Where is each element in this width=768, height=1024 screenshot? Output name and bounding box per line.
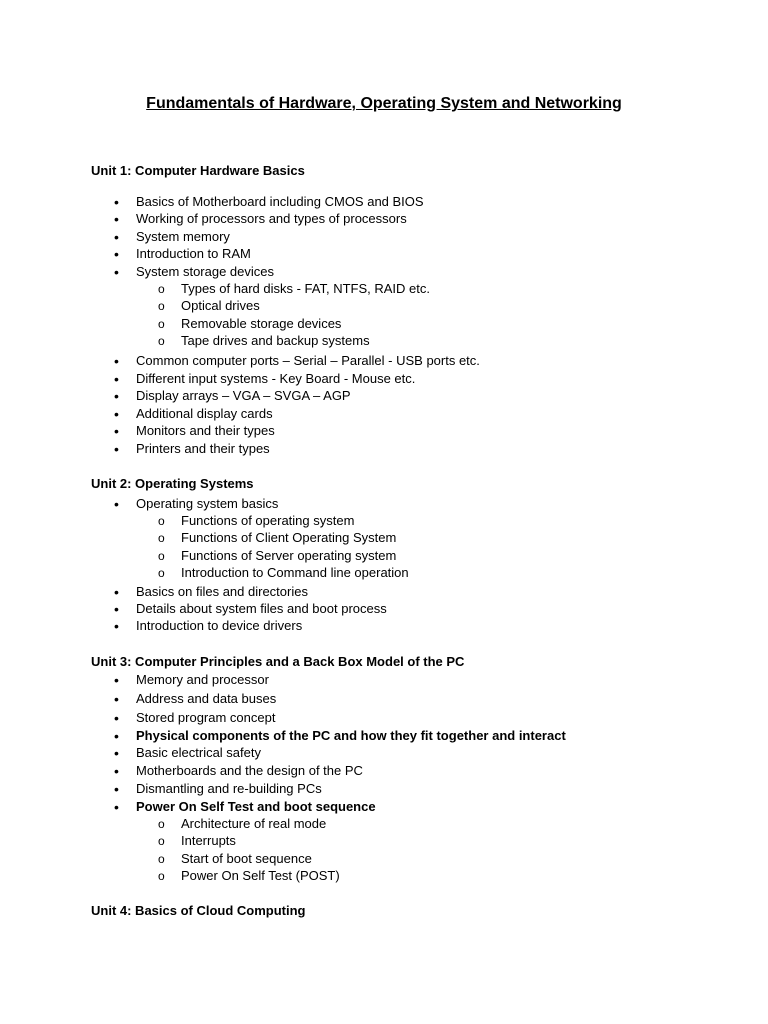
sub-list-item: Tape drives and backup systems [181, 333, 370, 348]
bullet-marker: • [114, 371, 119, 387]
list-item: Working of processors and types of processors [136, 211, 407, 226]
list-item: Motherboards and the design of the PC [136, 763, 363, 778]
bullet-marker: • [114, 264, 119, 280]
bullet-marker: • [114, 618, 119, 634]
sub-list-item: Introduction to Command line operation [181, 565, 409, 580]
bullet-marker: • [114, 728, 119, 744]
unit-3-heading: Unit 3: Computer Principles and a Back Box Model of the PC [91, 654, 465, 669]
sub-bullet-marker: o [158, 299, 165, 313]
sub-list-item: Start of boot sequence [181, 851, 312, 866]
bullet-marker: • [114, 745, 119, 761]
list-item: Printers and their types [136, 441, 270, 456]
sub-list-item: Optical drives [181, 298, 260, 313]
bullet-marker: • [114, 229, 119, 245]
bullet-marker: • [114, 799, 119, 815]
bullet-marker: • [114, 710, 119, 726]
list-item: Address and data buses [136, 691, 277, 706]
sub-bullet-marker: o [158, 834, 165, 848]
sub-list-item: Functions of operating system [181, 513, 355, 528]
bullet-marker: • [114, 672, 119, 688]
list-item: Common computer ports – Serial – Parallel - USB ports etc. [136, 353, 480, 368]
bullet-marker: • [114, 691, 119, 707]
sub-list-item: Removable storage devices [181, 316, 342, 331]
list-item: Operating system basics [136, 496, 279, 511]
list-item: Introduction to device drivers [136, 618, 303, 633]
bullet-marker: • [114, 246, 119, 262]
list-item: Stored program concept [136, 710, 276, 725]
list-item: Introduction to RAM [136, 246, 251, 261]
bullet-marker: • [114, 194, 119, 210]
bullet-marker: • [114, 211, 119, 227]
sub-bullet-marker: o [158, 549, 165, 563]
bullet-marker: • [114, 496, 119, 512]
sub-bullet-marker: o [158, 282, 165, 296]
list-item: Additional display cards [136, 406, 273, 421]
bullet-marker: • [114, 353, 119, 369]
sub-list-item: Interrupts [181, 833, 236, 848]
bullet-marker: • [114, 763, 119, 779]
bullet-marker: • [114, 781, 119, 797]
list-item: System memory [136, 229, 230, 244]
document-title: Fundamentals of Hardware, Operating System and Networking [146, 95, 622, 112]
sub-list-item: Power On Self Test (POST) [181, 868, 340, 883]
sub-bullet-marker: o [158, 852, 165, 866]
sub-list-item: Architecture of real mode [181, 816, 327, 831]
sub-bullet-marker: o [158, 869, 165, 883]
list-item: Different input systems - Key Board - Mouse etc. [136, 371, 416, 386]
list-item: Basic electrical safety [136, 745, 261, 760]
bullet-marker: • [114, 388, 119, 404]
bullet-marker: • [114, 441, 119, 457]
sub-list-item: Types of hard disks - FAT, NTFS, RAID etc. [181, 281, 430, 296]
bullet-marker: • [114, 584, 119, 600]
list-item: Monitors and their types [136, 423, 275, 438]
bullet-marker: • [114, 601, 119, 617]
list-item: Memory and processor [136, 672, 269, 687]
list-item: System storage devices [136, 264, 275, 279]
sub-bullet-marker: o [158, 514, 165, 528]
list-item-bold: Physical components of the PC and how they fit together and interact [136, 728, 566, 743]
unit-1-heading: Unit 1: Computer Hardware Basics [91, 163, 305, 178]
bullet-marker: • [114, 406, 119, 422]
list-item-bold: Power On Self Test and boot sequence [136, 799, 376, 814]
bullet-marker: • [114, 423, 119, 439]
sub-bullet-marker: o [158, 334, 165, 348]
list-item: Dismantling and re-building PCs [136, 781, 322, 796]
unit-2-heading: Unit 2: Operating Systems [91, 476, 254, 491]
list-item: Basics of Motherboard including CMOS and BIOS [136, 194, 424, 209]
list-item: Details about system files and boot process [136, 601, 387, 616]
sub-bullet-marker: o [158, 566, 165, 580]
sub-list-item: Functions of Client Operating System [181, 530, 397, 545]
unit-4-heading: Unit 4: Basics of Cloud Computing [91, 903, 306, 918]
list-item: Basics on files and directories [136, 584, 308, 599]
sub-bullet-marker: o [158, 817, 165, 831]
sub-bullet-marker: o [158, 317, 165, 331]
list-item: Display arrays – VGA – SVGA – AGP [136, 388, 351, 403]
sub-bullet-marker: o [158, 531, 165, 545]
sub-list-item: Functions of Server operating system [181, 548, 397, 563]
